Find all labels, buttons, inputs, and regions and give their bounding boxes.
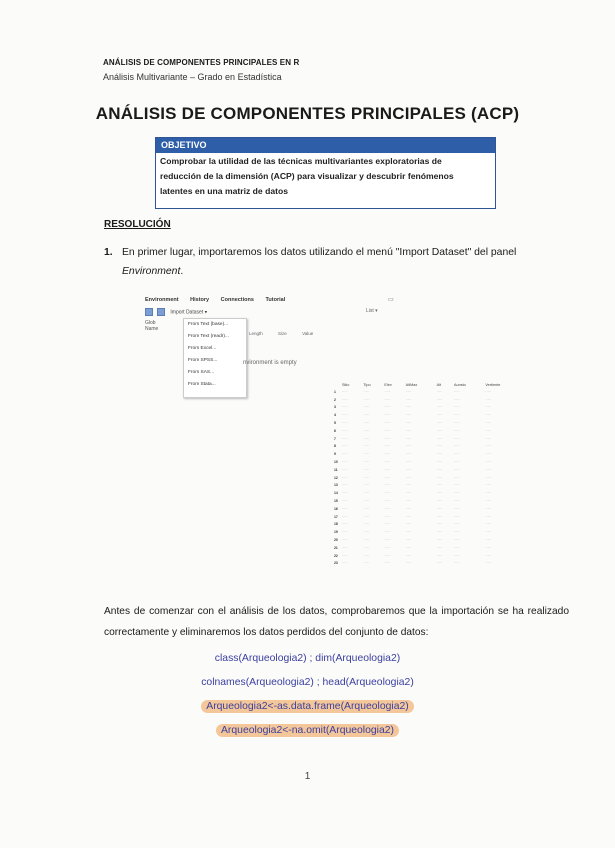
import-dataset-button: Import Dataset bbox=[170, 309, 204, 316]
table-cell: ····· bbox=[485, 499, 492, 504]
table-cell: ····· bbox=[405, 421, 412, 426]
step-text: En primer lugar, importaremos los datos utilizando el menú "Import Dataset" del panel bbox=[122, 247, 517, 258]
table-cell: ····· bbox=[436, 538, 443, 543]
global-env-label: Glob bbox=[145, 320, 156, 326]
table-cell: ····· bbox=[363, 452, 369, 457]
table-row bbox=[333, 489, 523, 497]
table-cell: ····· bbox=[485, 452, 492, 457]
table-cell: ····· bbox=[405, 514, 412, 519]
table-cell: ····· bbox=[363, 530, 369, 535]
table-cell: ····· bbox=[453, 389, 460, 394]
table-cell: ····· bbox=[436, 413, 443, 418]
table-cell: ····· bbox=[342, 475, 348, 480]
table-cell: ····· bbox=[342, 444, 348, 449]
table-row bbox=[333, 443, 523, 451]
table-cell: ····· bbox=[384, 444, 390, 449]
table-cell: ····· bbox=[485, 421, 492, 426]
env-empty-message: nvironment is empty bbox=[243, 360, 297, 366]
table-cell: ····· bbox=[342, 561, 348, 566]
col-length: Length bbox=[249, 331, 263, 336]
table-cell: ····· bbox=[436, 491, 443, 496]
code-text: colnames(Arqueologia2) ; head(Arqueologia2) bbox=[201, 677, 414, 688]
table-cell: ····· bbox=[485, 553, 492, 558]
menu-item: From Stata... bbox=[188, 382, 216, 387]
table-cell: ····· bbox=[342, 545, 348, 550]
table-cell: ····· bbox=[436, 483, 443, 488]
table-cell: ····· bbox=[363, 483, 369, 488]
table-cell: ····· bbox=[405, 475, 412, 480]
row-number: 16 bbox=[334, 506, 338, 511]
page-title: ANÁLISIS DE COMPONENTES PRINCIPALES (ACP) bbox=[95, 104, 520, 123]
table-cell: ····· bbox=[342, 538, 348, 543]
tab-tutorial: Tutorial bbox=[265, 297, 286, 303]
table-cell: ····· bbox=[453, 413, 460, 418]
table-cell: ····· bbox=[384, 506, 390, 511]
pane-layout-icon: ▭ bbox=[388, 297, 394, 303]
table-row bbox=[333, 536, 523, 544]
table-cell: ····· bbox=[363, 475, 369, 480]
name-column: Name bbox=[145, 326, 159, 332]
table-cell: ····· bbox=[436, 561, 443, 566]
row-number: 15 bbox=[334, 499, 338, 504]
table-cell: ····· bbox=[453, 553, 460, 558]
table-cell: ····· bbox=[363, 522, 369, 527]
import-dropdown bbox=[183, 318, 247, 398]
table-cell: ····· bbox=[436, 397, 443, 402]
table-cell: ····· bbox=[384, 460, 390, 465]
row-number: 3 bbox=[334, 405, 336, 410]
table-cell: ····· bbox=[384, 530, 390, 535]
menu-item: From Text (readr)... bbox=[188, 334, 229, 339]
table-cell: ····· bbox=[485, 428, 492, 433]
row-number: 5 bbox=[334, 421, 336, 426]
table-cell: ····· bbox=[342, 514, 348, 519]
row-number: 11 bbox=[334, 467, 338, 472]
row-number: 17 bbox=[334, 514, 338, 519]
table-cell: ····· bbox=[453, 444, 460, 449]
tab-connections: Connections bbox=[220, 297, 254, 303]
table-cell: ····· bbox=[405, 491, 412, 496]
table-cell: ····· bbox=[436, 514, 443, 519]
open-icon bbox=[145, 308, 153, 316]
row-number: 19 bbox=[334, 530, 338, 535]
table-cell: ····· bbox=[363, 436, 369, 441]
table-cell: ····· bbox=[405, 538, 412, 543]
table-cell: ····· bbox=[384, 545, 390, 550]
table-cell: ····· bbox=[436, 428, 443, 433]
table-cell: ····· bbox=[485, 561, 492, 566]
tab-history: History bbox=[190, 297, 210, 303]
step-end: . bbox=[180, 266, 184, 277]
table-row bbox=[333, 521, 523, 529]
menu-item: From Text (base)... bbox=[188, 322, 229, 327]
table-cell: ····· bbox=[342, 428, 348, 433]
table-cell: ····· bbox=[405, 483, 412, 488]
table-cell: ····· bbox=[453, 475, 460, 480]
table-row bbox=[333, 466, 523, 474]
section-heading: RESOLUCIÓN bbox=[104, 219, 171, 230]
table-cell: ····· bbox=[342, 421, 348, 426]
row-number: 14 bbox=[334, 491, 338, 496]
table-cell: ····· bbox=[436, 522, 443, 527]
table-row bbox=[333, 411, 523, 419]
table-cell: ····· bbox=[405, 413, 412, 418]
list-label: List bbox=[366, 308, 374, 314]
table-cell: ····· bbox=[342, 467, 348, 472]
table-header-row bbox=[333, 381, 523, 388]
col-value: Value bbox=[302, 331, 314, 336]
table-cell: ····· bbox=[485, 514, 492, 519]
table-row bbox=[333, 404, 523, 412]
table-cell: ····· bbox=[384, 522, 390, 527]
table-row bbox=[333, 560, 523, 568]
row-number: 20 bbox=[334, 538, 338, 543]
table-cell: ····· bbox=[405, 389, 412, 394]
step-number: 1. bbox=[104, 247, 113, 258]
table-cell: ····· bbox=[384, 428, 390, 433]
table-row bbox=[333, 482, 523, 490]
table-cell: ····· bbox=[453, 522, 460, 527]
table-cell: ····· bbox=[436, 553, 443, 558]
table-cell: ····· bbox=[453, 491, 460, 496]
list-view-select: List ▾ bbox=[366, 308, 378, 314]
table-cell: ····· bbox=[342, 460, 348, 465]
table-cell: ····· bbox=[405, 397, 412, 402]
table-cell: ····· bbox=[342, 483, 348, 488]
table-cell: ····· bbox=[485, 522, 492, 527]
table-row bbox=[333, 388, 523, 396]
table-cell: ····· bbox=[363, 553, 369, 558]
table-cell: ····· bbox=[453, 452, 460, 457]
col-header: Sitio bbox=[342, 382, 350, 387]
save-icon bbox=[157, 308, 165, 316]
objective-label: OBJETIVO bbox=[156, 138, 495, 153]
table-cell: ····· bbox=[453, 530, 460, 535]
table-cell: ····· bbox=[405, 553, 412, 558]
table-row bbox=[333, 513, 523, 521]
table-cell: ····· bbox=[485, 389, 492, 394]
table-cell: ····· bbox=[436, 460, 443, 465]
table-row bbox=[333, 505, 523, 513]
table-cell: ····· bbox=[436, 499, 443, 504]
table-cell: ····· bbox=[342, 522, 348, 527]
env-side bbox=[145, 320, 158, 332]
table-cell: ····· bbox=[405, 444, 412, 449]
doc-header-title: ANÁLISIS DE COMPONENTES PRINCIPALES EN R bbox=[103, 58, 300, 67]
table-cell: ····· bbox=[436, 436, 443, 441]
row-number: 12 bbox=[334, 475, 338, 480]
code-line-2 bbox=[0, 677, 615, 688]
table-cell: ····· bbox=[436, 506, 443, 511]
row-number: 6 bbox=[334, 428, 336, 433]
col-header: Alt bbox=[436, 382, 441, 387]
table-cell: ····· bbox=[453, 397, 460, 402]
table-cell: ····· bbox=[453, 499, 460, 504]
table-row bbox=[333, 552, 523, 560]
table-cell: ····· bbox=[485, 475, 492, 480]
row-number: 4 bbox=[334, 413, 336, 418]
table-cell: ····· bbox=[384, 538, 390, 543]
env-columns bbox=[249, 331, 327, 336]
table-cell: ····· bbox=[405, 436, 412, 441]
tab-environment: Environment bbox=[145, 297, 179, 303]
row-number: 7 bbox=[334, 436, 336, 441]
table-cell: ····· bbox=[363, 545, 369, 550]
table-cell: ····· bbox=[405, 545, 412, 550]
table-row bbox=[333, 419, 523, 427]
table-cell: ····· bbox=[453, 405, 460, 410]
table-row bbox=[333, 544, 523, 552]
table-cell: ····· bbox=[342, 405, 348, 410]
table-cell: ····· bbox=[384, 436, 390, 441]
step-1 bbox=[104, 243, 564, 281]
row-number: 13 bbox=[334, 483, 338, 488]
table-cell: ····· bbox=[453, 506, 460, 511]
code-line-1 bbox=[0, 653, 615, 664]
code-text: class(Arqueologia2) ; dim(Arqueologia2) bbox=[214, 653, 401, 664]
table-cell: ····· bbox=[342, 436, 348, 441]
table-cell: ····· bbox=[485, 483, 492, 488]
table-cell: ····· bbox=[342, 397, 348, 402]
table-cell: ····· bbox=[405, 460, 412, 465]
row-number: 8 bbox=[334, 444, 336, 449]
table-cell: ····· bbox=[384, 514, 390, 519]
data-preview-table bbox=[333, 381, 523, 567]
table-cell: ····· bbox=[436, 530, 443, 535]
menu-item: From SPSS... bbox=[188, 358, 218, 363]
objective-line: Comprobar la utilidad de las técnicas multivariantes exploratorias de bbox=[160, 156, 442, 166]
table-cell: ····· bbox=[384, 452, 390, 457]
table-cell: ····· bbox=[436, 545, 443, 550]
table-row bbox=[333, 474, 523, 482]
table-cell: ····· bbox=[384, 553, 390, 558]
table-cell: ····· bbox=[405, 506, 412, 511]
row-number: 2 bbox=[334, 397, 336, 402]
col-header: Tipo bbox=[363, 382, 371, 387]
table-cell: ····· bbox=[436, 405, 443, 410]
table-row bbox=[333, 427, 523, 435]
table-cell: ····· bbox=[342, 499, 348, 504]
table-cell: ····· bbox=[363, 561, 369, 566]
table-cell: ····· bbox=[342, 553, 348, 558]
code-text-highlighted: Arqueologia2<-na.omit(Arqueologia2) bbox=[216, 724, 399, 737]
table-cell: ····· bbox=[384, 413, 390, 418]
table-cell: ····· bbox=[363, 491, 369, 496]
table-cell: ····· bbox=[405, 499, 412, 504]
table-cell: ····· bbox=[485, 460, 492, 465]
table-cell: ····· bbox=[363, 421, 369, 426]
table-cell: ····· bbox=[485, 545, 492, 550]
table-cell: ····· bbox=[342, 530, 348, 535]
table-cell: ····· bbox=[384, 475, 390, 480]
row-number: 10 bbox=[334, 460, 338, 465]
table-cell: ····· bbox=[453, 460, 460, 465]
row-number: 1 bbox=[334, 389, 336, 394]
table-cell: ····· bbox=[384, 483, 390, 488]
table-cell: ····· bbox=[405, 522, 412, 527]
table-cell: ····· bbox=[405, 405, 412, 410]
table-cell: ····· bbox=[436, 389, 443, 394]
table-cell: ····· bbox=[485, 467, 492, 472]
table-cell: ····· bbox=[384, 389, 390, 394]
step-italic: Environment bbox=[122, 266, 181, 277]
table-cell: ····· bbox=[363, 405, 369, 410]
intro-paragraph: Antes de comenzar con el análisis de los datos, comprobaremos que la importación se ha realizado correctamente y eliminaremos los datos perdidos del conjunto de datos: bbox=[104, 606, 569, 638]
table-cell: ····· bbox=[363, 499, 369, 504]
table-cell: ····· bbox=[363, 467, 369, 472]
env-tab-bar bbox=[145, 297, 295, 303]
menu-item: From SAS... bbox=[188, 370, 215, 375]
row-number: 9 bbox=[334, 452, 336, 457]
table-cell: ····· bbox=[342, 506, 348, 511]
table-cell: ····· bbox=[485, 436, 492, 441]
table-cell: ····· bbox=[363, 538, 369, 543]
table-cell: ····· bbox=[485, 397, 492, 402]
table-cell: ····· bbox=[485, 491, 492, 496]
code-text-highlighted: Arqueologia2<-as.data.frame(Arqueologia2) bbox=[201, 700, 413, 713]
table-cell: ····· bbox=[436, 444, 443, 449]
col-header: Elev bbox=[384, 382, 392, 387]
table-cell: ····· bbox=[436, 467, 443, 472]
table-cell: ····· bbox=[453, 421, 460, 426]
table-cell: ····· bbox=[453, 545, 460, 550]
table-row bbox=[333, 528, 523, 536]
table-row bbox=[333, 497, 523, 505]
table-cell: ····· bbox=[405, 561, 412, 566]
table-cell: ····· bbox=[436, 452, 443, 457]
table-cell: ····· bbox=[363, 389, 369, 394]
table-cell: ····· bbox=[453, 561, 460, 566]
col-header: AltMax bbox=[405, 382, 418, 387]
table-cell: ····· bbox=[453, 436, 460, 441]
table-row bbox=[333, 450, 523, 458]
table-cell: ····· bbox=[436, 475, 443, 480]
table-cell: ····· bbox=[384, 491, 390, 496]
doc-header-subtitle: Análisis Multivariante – Grado en Estadística bbox=[103, 72, 282, 82]
table-cell: ····· bbox=[485, 405, 492, 410]
table-cell: ····· bbox=[363, 413, 369, 418]
col-size: Size bbox=[278, 331, 287, 336]
table-cell: ····· bbox=[363, 506, 369, 511]
table-cell: ····· bbox=[363, 444, 369, 449]
table-cell: ····· bbox=[405, 452, 412, 457]
row-number: 22 bbox=[334, 553, 338, 558]
page-number: 1 bbox=[304, 771, 311, 782]
table-cell: ····· bbox=[384, 561, 390, 566]
code-line-3 bbox=[0, 701, 615, 712]
table-cell: ····· bbox=[453, 428, 460, 433]
col-header: Vertiente bbox=[485, 382, 501, 387]
table-cell: ····· bbox=[453, 538, 460, 543]
env-toolbar: Import Dataset ▾ bbox=[145, 308, 207, 316]
objective-line: latentes en una matriz de datos bbox=[160, 186, 288, 196]
table-cell: ····· bbox=[363, 460, 369, 465]
objective-text bbox=[156, 153, 495, 200]
col-header: Aunsto bbox=[453, 382, 466, 387]
table-cell: ····· bbox=[453, 514, 460, 519]
table-cell: ····· bbox=[453, 483, 460, 488]
table-cell: ····· bbox=[342, 452, 348, 457]
table-cell: ····· bbox=[485, 538, 492, 543]
table-cell: ····· bbox=[342, 389, 348, 394]
table-cell: ····· bbox=[363, 397, 369, 402]
table-cell: ····· bbox=[453, 467, 460, 472]
row-number: 23 bbox=[334, 561, 338, 566]
table-cell: ····· bbox=[485, 530, 492, 535]
table-cell: ····· bbox=[384, 421, 390, 426]
table-row bbox=[333, 396, 523, 404]
table-cell: ····· bbox=[363, 428, 369, 433]
table-cell: ····· bbox=[363, 514, 369, 519]
table-cell: ····· bbox=[384, 397, 390, 402]
code-line-4 bbox=[0, 725, 615, 736]
table-cell: ····· bbox=[342, 413, 348, 418]
table-row bbox=[333, 435, 523, 443]
row-number: 18 bbox=[334, 522, 338, 527]
objective-line: reducción de la dimensión (ACP) para visualizar y descubrir fenómenos bbox=[160, 171, 454, 181]
table-cell: ····· bbox=[405, 467, 412, 472]
table-cell: ····· bbox=[384, 405, 390, 410]
objective-box bbox=[155, 137, 496, 209]
table-row bbox=[333, 458, 523, 466]
table-cell: ····· bbox=[384, 467, 390, 472]
table-cell: ····· bbox=[485, 444, 492, 449]
table-cell: ····· bbox=[405, 428, 412, 433]
menu-item: From Excel... bbox=[188, 346, 217, 351]
table-cell: ····· bbox=[436, 421, 443, 426]
row-number: 21 bbox=[334, 545, 338, 550]
table-cell: ····· bbox=[384, 499, 390, 504]
table-cell: ····· bbox=[485, 506, 492, 511]
table-cell: ····· bbox=[485, 413, 492, 418]
table-cell: ····· bbox=[342, 491, 348, 496]
table-cell: ····· bbox=[405, 530, 412, 535]
